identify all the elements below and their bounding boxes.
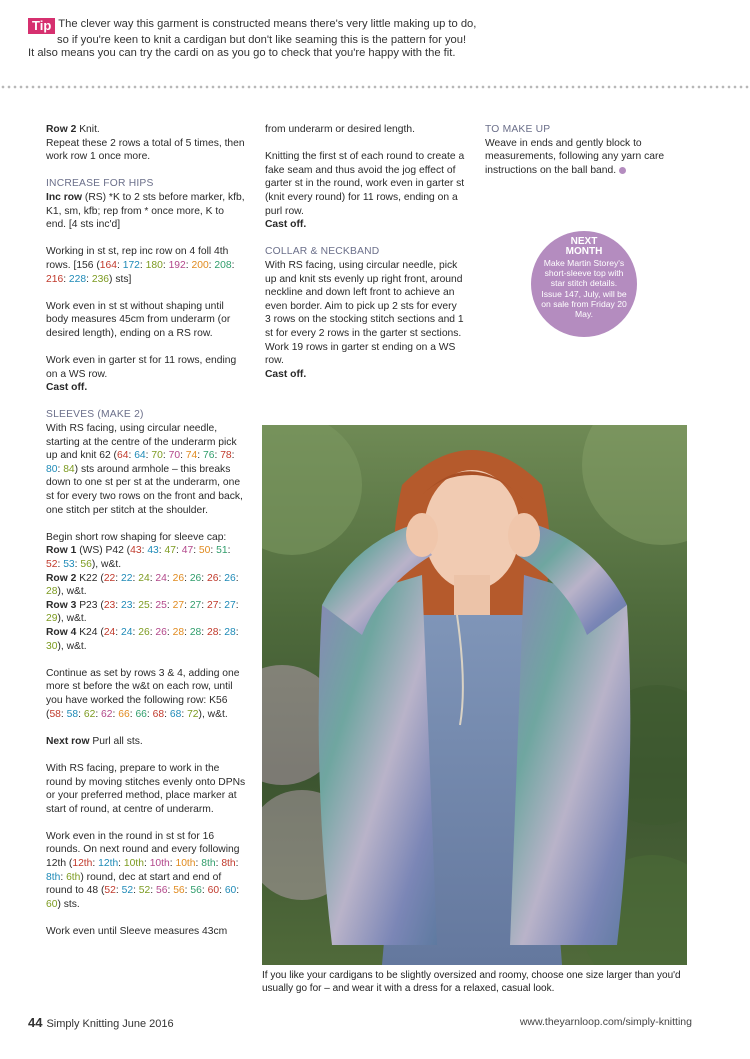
increase-heading: INCREASE FOR HIPS xyxy=(46,178,154,190)
tip-text-3: It also means you can try the cardi on as you go to check that you're happy with the fit. xyxy=(28,47,456,59)
row1-sizes: 43: 43: 47: 47: 50: 51: 52: 53: 56 xyxy=(46,545,231,570)
row4-end: ), w&t. xyxy=(57,640,87,652)
sleeves-text: With RS facing, using circular needle, starting at the centre of the underarm pick up and knit 62 ( xyxy=(46,423,237,462)
model-illustration xyxy=(262,425,687,965)
working-end: ) sts] xyxy=(109,273,132,285)
size-value: 28 xyxy=(207,626,219,638)
size-value: 25 xyxy=(138,599,150,611)
size-value: 28 xyxy=(172,626,185,638)
even3-sizes-2: 52: 52: 52: 56: 56: 56: 60: 60: 60 xyxy=(46,885,240,910)
size-value: 60 xyxy=(224,885,237,897)
next-row-label: Next row xyxy=(46,735,90,747)
size-value: 27 xyxy=(224,599,236,611)
size-value: 76 xyxy=(203,450,215,462)
inc-row-label: Inc row xyxy=(46,191,83,203)
row1-end: ), w&t. xyxy=(91,559,122,570)
magazine-issue: Simply Knitting June 2016 xyxy=(46,1018,174,1030)
size-value: 60 xyxy=(46,898,58,910)
row3-text: P23 ( xyxy=(76,599,104,611)
increase-section xyxy=(46,177,246,231)
size-value: 27 xyxy=(207,599,219,611)
column-3 xyxy=(485,123,690,191)
next-month-body: Make Martin Storey's short-sleeve top with star stitch details. Issue 147, July, will be on sale from Friday 20 May. xyxy=(541,258,627,320)
even3-end: ) sts. xyxy=(57,898,80,910)
make-up-heading: TO MAKE UP xyxy=(485,124,551,135)
size-value: 52 xyxy=(121,885,134,897)
row2-label: Row 2 xyxy=(46,124,77,135)
size-value: 56 xyxy=(190,885,202,897)
size-value: 24 xyxy=(155,572,167,584)
make-up-section xyxy=(485,123,690,177)
collar-section xyxy=(265,245,465,381)
even-paragraph-1: Work even in st st without shaping until body measures 45cm from underarm (or desired length), ending on a RS row. xyxy=(46,300,231,339)
row4-sizes: 24: 24: 26: 26: 28: 28: 28: 28: 30 xyxy=(46,626,239,652)
next-row-text: Purl all sts. xyxy=(89,735,143,747)
knitting-text: Knitting the first st of each round to create a fake seam and thus avoid the jog effect of garter st in the round, work even in garter st (knit every round) for 11 rows, ending on a purl row. xyxy=(265,151,465,217)
size-value: 56 xyxy=(156,885,168,897)
row1-text: (WS) P42 ( xyxy=(76,545,131,557)
sleeves-heading: SLEEVES (MAKE 2) xyxy=(46,409,144,421)
size-value: 47 xyxy=(181,545,194,557)
size-value: 28 xyxy=(224,626,236,638)
begin-text: Begin short row shaping for sleeve cap: xyxy=(46,531,227,543)
short-rows xyxy=(46,531,246,653)
row2b-label: Row 2 xyxy=(46,572,77,584)
next-month-title-2: MONTH xyxy=(565,246,603,257)
size-value: 26 xyxy=(224,572,236,584)
size-value: 180 xyxy=(145,259,163,271)
size-value: 80 xyxy=(46,463,58,475)
sleeves-end: ) sts around armhole – this breaks down to one st per st at the underarm, one st for every two rows on the front and back, one stitch per stitch at the shoulder. xyxy=(46,463,243,516)
size-value: 200 xyxy=(191,259,209,271)
row1-label: Row 1 xyxy=(46,545,77,557)
size-value: 28 xyxy=(189,626,202,638)
size-value: 10th xyxy=(175,858,196,870)
size-value: 29 xyxy=(46,613,58,625)
even-paragraph-2 xyxy=(46,354,246,395)
size-value: 47 xyxy=(164,545,176,557)
size-value: 23 xyxy=(103,599,116,611)
underarm-paragraph: from underarm or desired length. xyxy=(265,124,415,135)
size-value: 26 xyxy=(207,572,219,584)
size-value: 24 xyxy=(103,626,116,638)
size-value: 26 xyxy=(172,572,185,584)
sleeves-section xyxy=(46,408,246,517)
size-value: 64 xyxy=(134,450,146,462)
continue-sizes: 58: 58: 62: 62: 66: 66: 68: 68: 72 xyxy=(49,708,199,720)
round-paragraph: With RS facing, prepare to work in the round by moving stitches evenly onto DPNs or your preferred method, place marker at start of round, at centre of underarm. xyxy=(46,762,246,815)
size-value: 8th xyxy=(221,858,236,870)
size-value: 12th xyxy=(72,858,93,870)
photo-caption: If you like your cardigans to be slightly oversized and roomy, choose one size larger than you'd usually go for – and wear it with a dress for a relaxed, casual look. xyxy=(262,970,681,995)
size-value: 72 xyxy=(187,708,199,720)
size-value: 26 xyxy=(189,572,202,584)
knitting-paragraph xyxy=(265,150,465,232)
size-value: 66 xyxy=(118,708,130,720)
size-value: 12th xyxy=(98,858,119,870)
size-value: 216 xyxy=(46,273,64,285)
row4-text: K24 ( xyxy=(76,626,104,638)
collar-text: With RS facing, using circular needle, pick up and knit sts evenly up right front, around neckline and down left front to achieve an even border. Aim to pick up 2 sts for every 3 rows on the stocking stitch sections and 1 st for every 2 rows in the garter st sections. Work 19 rows in garter st ending on a WS row. xyxy=(265,259,464,367)
size-value: 51 xyxy=(216,545,228,557)
size-value: 52 xyxy=(104,885,116,897)
tip-line-1 xyxy=(28,18,728,34)
size-value: 68 xyxy=(169,708,182,720)
even3-mid: ) round, dec at start and end of round to 48 ( xyxy=(46,871,222,897)
size-value: 68 xyxy=(152,708,165,720)
column-1 xyxy=(46,123,246,952)
continue-paragraph xyxy=(46,667,246,721)
row3-end: ), w&t. xyxy=(57,613,87,625)
size-value: 58 xyxy=(49,708,61,720)
size-value: 26 xyxy=(138,626,150,638)
size-value: 23 xyxy=(121,599,133,611)
size-value: 84 xyxy=(63,463,75,475)
size-value: 25 xyxy=(155,599,167,611)
size-value: 74 xyxy=(185,450,198,462)
size-value: 70 xyxy=(151,450,163,462)
size-value: 22 xyxy=(121,572,133,584)
end-mark-icon xyxy=(619,167,626,174)
even-text-2: Work even in garter st for 11 rows, ending on a WS row. xyxy=(46,355,237,380)
size-value: 24 xyxy=(138,572,150,584)
size-value: 53 xyxy=(63,559,75,570)
model-photo xyxy=(262,425,687,965)
cast-off-3: Cast off. xyxy=(265,368,307,380)
even-paragraph-3 xyxy=(46,830,246,912)
page-number: 44 xyxy=(28,1015,43,1030)
size-value: 208 xyxy=(214,259,232,271)
row3-sizes: 23: 23: 25: 25: 27: 27: 27: 27: 29 xyxy=(46,599,239,625)
make-up-text: Weave in ends and gently block to measurements, following any yarn care instructions on the ball band. xyxy=(485,137,665,176)
next-row-paragraph xyxy=(46,735,246,749)
size-value: 10th xyxy=(123,858,144,870)
size-value: 50 xyxy=(198,545,211,557)
repeat-paragraph: Repeat these 2 rows a total of 5 times, then work row 1 once more. xyxy=(46,137,245,163)
sleeves-sizes: 64: 64: 70: 70: 74: 76: 78: 80: 84 xyxy=(46,450,235,475)
row2b-end: ), w&t. xyxy=(57,586,87,598)
row2-text: Knit. xyxy=(76,124,100,135)
size-value: 66 xyxy=(135,708,147,720)
tip-badge: Tip xyxy=(28,18,55,34)
size-value: 56 xyxy=(173,885,185,897)
size-value: 58 xyxy=(66,708,79,720)
footer-left xyxy=(28,1015,174,1030)
size-value: 62 xyxy=(83,708,96,720)
size-value: 22 xyxy=(103,572,116,584)
size-value: 62 xyxy=(101,708,113,720)
row2b-text: K22 ( xyxy=(76,572,104,584)
row4-label: Row 4 xyxy=(46,626,77,638)
size-value: 192 xyxy=(168,259,186,271)
next-month-badge xyxy=(531,231,637,337)
inc-row-text: (RS) *K to 2 sts before marker, kfb, K1, sm, kfb; rep from * once more, K to end. [4 sts inc'd] xyxy=(46,191,245,231)
size-value: 26 xyxy=(155,626,167,638)
working-text: Working in st st, rep inc row on 4 foll 4th rows. [156 ( xyxy=(46,246,229,271)
continue-end: ), w&t. xyxy=(198,708,228,720)
size-value: 28 xyxy=(46,586,58,598)
size-value: 43 xyxy=(130,545,142,557)
footer-url[interactable]: www.theyarnloop.com/simply-knitting xyxy=(519,1016,692,1028)
size-value: 27 xyxy=(172,599,185,611)
row2b-sizes: 22: 22: 24: 24: 26: 26: 26: 26: 28 xyxy=(46,572,239,598)
size-value: 10th xyxy=(149,858,170,870)
size-value: 52 xyxy=(46,559,58,570)
size-value: 56 xyxy=(80,559,92,570)
row3-label: Row 3 xyxy=(46,599,77,611)
size-value: 27 xyxy=(189,599,202,611)
size-value: 64 xyxy=(116,450,129,462)
size-value: 8th xyxy=(46,871,61,883)
size-value: 236 xyxy=(91,273,110,285)
continue-text: Continue as set by rows 3 & 4, adding one more st before the w&t on each row, until you have worked the following row: K56 ( xyxy=(46,667,240,720)
collar-heading: COLLAR & NECKBAND xyxy=(265,246,380,258)
size-value: 6th xyxy=(66,871,81,883)
size-value: 164 xyxy=(99,259,117,271)
cast-off-1: Cast off. xyxy=(46,382,88,394)
working-sizes: 164: 172: 180: 192: 200: 208: 216: 228: 236 xyxy=(46,259,235,285)
tip-text-1: The clever way this garment is constructed means there's very little making up to do, xyxy=(58,18,477,30)
size-value: 70 xyxy=(168,450,181,462)
size-value: 228 xyxy=(68,273,87,285)
size-value: 60 xyxy=(207,885,220,897)
size-value: 43 xyxy=(147,545,159,557)
dotted-divider xyxy=(0,85,750,89)
tip-text-2: so if you're keen to knit a cardigan but don't like seaming this is the pattern for you! xyxy=(57,34,467,46)
cast-off-2: Cast off. xyxy=(265,219,307,231)
size-value: 52 xyxy=(138,885,151,897)
even3-text: Work even in the round in st st for 16 rounds. On next round and every following 12th ( xyxy=(46,830,240,870)
size-value: 8th xyxy=(201,858,216,870)
even-paragraph-4: Work even until Sleeve measures 43cm xyxy=(46,926,228,938)
row2-paragraph xyxy=(46,123,246,137)
tip-box xyxy=(28,18,728,60)
next-month-title-1: NEXT xyxy=(570,236,598,247)
even3-sizes: 12th: 12th: 10th: 10th: 10th: 8th: 8th: 8th: 6th xyxy=(46,858,239,883)
size-value: 24 xyxy=(121,626,133,638)
column-2 xyxy=(265,123,465,395)
size-value: 78 xyxy=(220,450,232,462)
working-paragraph xyxy=(46,245,246,286)
size-value: 172 xyxy=(122,259,140,271)
size-value: 30 xyxy=(46,640,58,652)
